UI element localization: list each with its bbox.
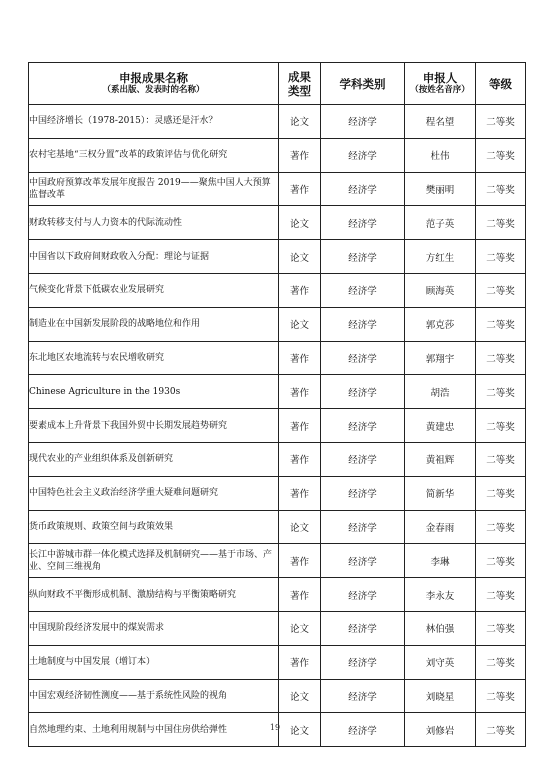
header-type <box>279 63 321 105</box>
cell-grade: 二等奖 <box>476 713 526 747</box>
cell-title: 中国现阶段经济发展中的煤炭需求 <box>29 611 279 645</box>
cell-applicant: 林伯强 <box>405 611 476 645</box>
cell-applicant: 程名望 <box>405 105 476 139</box>
header-title-main: 申报成果名称 <box>119 71 188 85</box>
table-row <box>29 375 526 409</box>
cell-discipline: 经济学 <box>321 240 405 274</box>
cell-discipline: 经济学 <box>321 409 405 443</box>
table-row <box>29 273 526 307</box>
header-title <box>29 63 279 105</box>
cell-discipline: 经济学 <box>321 307 405 341</box>
cell-grade: 二等奖 <box>476 544 526 578</box>
cell-title: 现代农业的产业组织体系及创新研究 <box>29 442 279 476</box>
cell-discipline: 经济学 <box>321 273 405 307</box>
cell-type: 著作 <box>279 409 321 443</box>
cell-type: 著作 <box>279 375 321 409</box>
cell-discipline: 经济学 <box>321 679 405 713</box>
cell-applicant: 郭克莎 <box>405 307 476 341</box>
page-number: 19 <box>269 723 281 732</box>
cell-discipline: 经济学 <box>321 476 405 510</box>
table-header-row <box>29 63 526 105</box>
cell-title: 纵向财政不平衡形成机制、激励结构与平衡策略研究 <box>29 578 279 612</box>
cell-title: 中国特色社会主义政治经济学重大疑难问题研究 <box>29 476 279 510</box>
table-row <box>29 645 526 679</box>
cell-type: 著作 <box>279 442 321 476</box>
cell-applicant: 金春雨 <box>405 510 476 544</box>
header-applicant-main: 申报人 <box>422 71 458 85</box>
cell-type: 论文 <box>279 510 321 544</box>
cell-discipline: 经济学 <box>321 138 405 172</box>
cell-type: 著作 <box>279 544 321 578</box>
cell-grade: 二等奖 <box>476 172 526 206</box>
cell-title: 自然地理约束、土地利用规制与中国住房供给弹性 <box>29 713 279 747</box>
cell-applicant: 李琳 <box>405 544 476 578</box>
table-row <box>29 138 526 172</box>
header-grade <box>476 63 526 105</box>
cell-applicant: 范子英 <box>405 206 476 240</box>
cell-grade: 二等奖 <box>476 138 526 172</box>
cell-grade: 二等奖 <box>476 341 526 375</box>
header-type-line2: 类型 <box>288 83 311 98</box>
cell-title: 土地制度与中国发展（增订本） <box>29 645 279 679</box>
table-row <box>29 206 526 240</box>
cell-applicant: 顾海英 <box>405 273 476 307</box>
cell-grade: 二等奖 <box>476 206 526 240</box>
cell-grade: 二等奖 <box>476 510 526 544</box>
table-row <box>29 476 526 510</box>
cell-applicant: 简新华 <box>405 476 476 510</box>
header-type-line1: 成果 <box>288 69 311 84</box>
header-discipline <box>321 63 405 105</box>
cell-grade: 二等奖 <box>476 578 526 612</box>
cell-applicant: 杜伟 <box>405 138 476 172</box>
cell-type: 论文 <box>279 713 321 747</box>
table-body <box>29 105 526 747</box>
header-grade-label: 等级 <box>489 76 512 91</box>
cell-grade: 二等奖 <box>476 611 526 645</box>
cell-type: 著作 <box>279 273 321 307</box>
cell-type: 论文 <box>279 240 321 274</box>
cell-type: 论文 <box>279 206 321 240</box>
cell-applicant: 刘守英 <box>405 645 476 679</box>
table-row <box>29 544 526 578</box>
cell-applicant: 黄建忠 <box>405 409 476 443</box>
cell-applicant: 刘修岩 <box>405 713 476 747</box>
cell-applicant: 刘晓星 <box>405 679 476 713</box>
cell-type: 论文 <box>279 105 321 139</box>
cell-discipline: 经济学 <box>321 544 405 578</box>
cell-title: 中国政府预算改革发展年度报告 2019——聚焦中国人大预算监督改革 <box>29 172 279 206</box>
table-row <box>29 341 526 375</box>
cell-type: 著作 <box>279 476 321 510</box>
cell-discipline: 经济学 <box>321 645 405 679</box>
cell-title: 长江中游城市群一体化模式选择及机制研究——基于市场、产业、空间三维视角 <box>29 544 279 578</box>
cell-grade: 二等奖 <box>476 375 526 409</box>
cell-title: Chinese Agriculture in the 1930s <box>29 375 279 409</box>
table-row <box>29 611 526 645</box>
cell-type: 著作 <box>279 341 321 375</box>
cell-grade: 二等奖 <box>476 273 526 307</box>
cell-title: 中国省以下政府间财政收入分配：理论与证据 <box>29 240 279 274</box>
table-row <box>29 442 526 476</box>
cell-title: 中国宏观经济韧性测度——基于系统性风险的视角 <box>29 679 279 713</box>
cell-applicant: 李永友 <box>405 578 476 612</box>
cell-discipline: 经济学 <box>321 172 405 206</box>
cell-applicant: 樊丽明 <box>405 172 476 206</box>
cell-title: 货币政策规则、政策空间与政策效果 <box>29 510 279 544</box>
cell-discipline: 经济学 <box>321 375 405 409</box>
cell-grade: 二等奖 <box>476 240 526 274</box>
cell-type: 论文 <box>279 679 321 713</box>
cell-type: 论文 <box>279 611 321 645</box>
cell-title: 东北地区农地流转与农民增收研究 <box>29 341 279 375</box>
cell-grade: 二等奖 <box>476 476 526 510</box>
cell-discipline: 经济学 <box>321 713 405 747</box>
awards-table <box>28 62 526 747</box>
table-row <box>29 307 526 341</box>
cell-title: 农村宅基地“三权分置”改革的政策评估与优化研究 <box>29 138 279 172</box>
table-row <box>29 578 526 612</box>
cell-grade: 二等奖 <box>476 105 526 139</box>
header-discipline-label: 学科类别 <box>339 76 386 91</box>
header-title-sub: （系出版、发表时的名称） <box>102 85 205 95</box>
table-row <box>29 172 526 206</box>
cell-discipline: 经济学 <box>321 105 405 139</box>
cell-title: 气候变化背景下低碳农业发展研究 <box>29 273 279 307</box>
cell-title: 中国经济增长（1978-2015）：灵感还是汗水？ <box>29 105 279 139</box>
cell-discipline: 经济学 <box>321 510 405 544</box>
table-row <box>29 409 526 443</box>
cell-discipline: 经济学 <box>321 206 405 240</box>
cell-grade: 二等奖 <box>476 645 526 679</box>
cell-applicant: 黄祖辉 <box>405 442 476 476</box>
cell-discipline: 经济学 <box>321 611 405 645</box>
table-row <box>29 679 526 713</box>
table-row <box>29 105 526 139</box>
header-applicant-sub: （按姓名音序） <box>410 85 470 95</box>
header-applicant <box>405 63 476 105</box>
cell-applicant: 郭翔宇 <box>405 341 476 375</box>
cell-grade: 二等奖 <box>476 442 526 476</box>
cell-applicant: 胡浩 <box>405 375 476 409</box>
cell-type: 论文 <box>279 307 321 341</box>
cell-grade: 二等奖 <box>476 307 526 341</box>
cell-type: 著作 <box>279 578 321 612</box>
cell-title: 财政转移支付与人力资本的代际流动性 <box>29 206 279 240</box>
cell-title: 要素成本上升背景下我国外贸中长期发展趋势研究 <box>29 409 279 443</box>
cell-type: 著作 <box>279 172 321 206</box>
cell-title: 制造业在中国新发展阶段的战略地位和作用 <box>29 307 279 341</box>
table-row <box>29 240 526 274</box>
cell-discipline: 经济学 <box>321 578 405 612</box>
cell-grade: 二等奖 <box>476 679 526 713</box>
cell-discipline: 经济学 <box>321 442 405 476</box>
cell-applicant: 方红生 <box>405 240 476 274</box>
table-row <box>29 510 526 544</box>
cell-discipline: 经济学 <box>321 341 405 375</box>
cell-type: 著作 <box>279 645 321 679</box>
cell-type: 著作 <box>279 138 321 172</box>
cell-grade: 二等奖 <box>476 409 526 443</box>
